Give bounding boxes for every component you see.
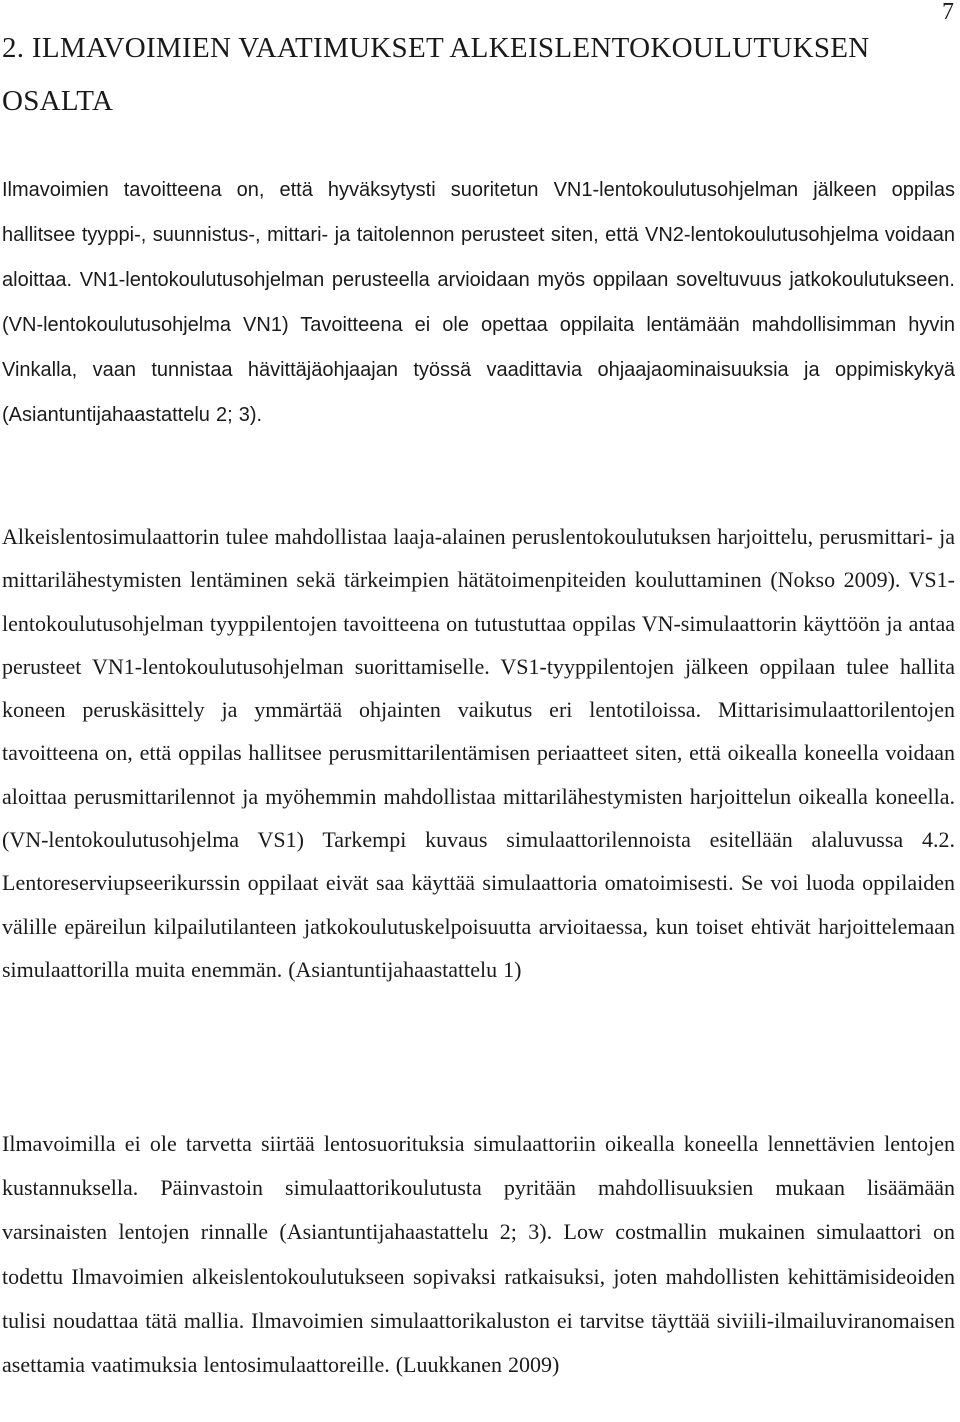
paragraph-simulator-requirements: Alkeislentosimulaattorin tulee mahdollistaa laaja-alainen peruslentokoulutuksen harjoittelu, perusmittari- ja mittarilähestymisten lentäminen sekä tärkeimpien hätätoimenpiteiden kouluttaminen (Nokso 2009). VS1-lentokoulutusohjelman tyyppilentojen tavoitteena on tutustuttaa oppilas VN-simulaattorin käyttöön ja antaa perusteet VN1-lentokoulutusohjelman suorittamiselle. VS1-tyyppilentojen jälkeen oppilaan tulee hallita koneen peruskäsittely ja ymmärtää ohjainten vaikutus eri lentotiloissa. Mittarisimulaattorilentojen tavoitteena on, että oppilas hallitsee perusmittarilentämisen periaatteet siten, että oikealla koneella voidaan aloittaa perusmittarilennot ja myöhemmin mahdollistaa mittarilähestymisten harjoittelun oikealla koneella. (VN-lentokoulutusohjelma VS1) Tarkempi kuvaus simulaattorilennoista esitellään alaluvussa 4.2. Lentoreserviupseerikurssin oppilaat eivät saa käyttää simulaattoria omatoimisesti. Se voi luoda oppilaiden välille epäreilun kilpailutilanteen jatkokoulutuskelpoisuutta arvioitaessa, kun toiset ehtivät harjoittelemaan simulaattorilla muita enemmän. (Asiantuntijahaastattelu 1)	[2, 524, 955, 982]
page-number: 7	[942, 0, 954, 25]
section-heading: 2. ILMAVOIMIEN VAATIMUKSET ALKEISLENTOKOULUTUKSEN OSALTA	[2, 32, 870, 117]
paragraph-objectives: Ilmavoimien tavoitteena on, että hyväksytysti suoritetun VN1-lentokoulutusohjelman jälkeen oppilas hallitsee tyyppi-, suunnistus-, mittari- ja taitolennon perusteet siten, että VN2-lentokoulutusohjelma voidaan aloittaa. VN1-lentokoulutusohjelman perusteella arvioidaan myös oppilaan soveltuvuus jatkokoulutukseen. (VN-lentokoulutusohjelma VN1) Tavoitteena ei ole opettaa oppilaita lentämään mahdollisimman hyvin Vinkalla, vaan tunnistaa hävittäjäohjaajan työssä vaadittavia ohjaajaominaisuuksia ja oppimiskykyä (Asiantuntijahaastattelu 2; 3).	[2, 179, 955, 426]
paragraph-cost-model: Ilmavoimilla ei ole tarvetta siirtää lentosuorituksia simulaattoriin oikealla koneella lennettävien lentojen kustannuksella. Päinvastoin simulaattorikoulutusta pyritään mahdollisuuksien mukaan lisäämään varsinaisten lentojen rinnalle (Asiantuntijahaastattelu 2; 3). Low costmallin mukainen simulaattori on todettu Ilmavoimien alkeislentokoulutukseen sopivaksi ratkaisuksi, joten mahdollisten kehittämisideoiden tulisi noudattaa tätä mallia. Ilmavoimien simulaattorikaluston ei tarvitse täyttää siviili-ilmailuviranomaisen asettamia vaatimuksia lentosimulaattoreille. (Luukkanen 2009)	[2, 1131, 955, 1378]
